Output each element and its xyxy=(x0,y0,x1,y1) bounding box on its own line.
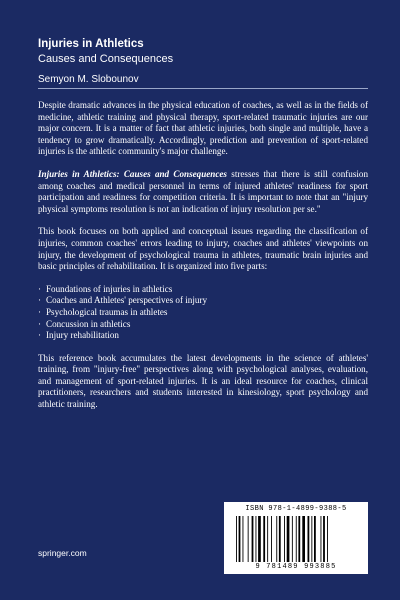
isbn-label: ISBN 978-1-4899-9388-5 xyxy=(245,505,347,513)
list-item-label: Injury rehabilitation xyxy=(46,330,119,341)
barcode-bar xyxy=(236,516,237,562)
list-item xyxy=(38,319,368,331)
description-paragraph-3: This book focuses on both applied and conceptual issues regarding the classification of injuries, common coaches' errors leading to injury, coaches and athletes' viewpoints on injury, the development of psychological trauma in athletes, traumatic brain injuries and basic principles of rehabilitation. It is organized into five parts: xyxy=(38,226,368,272)
book-author: Semyon M. Slobounov xyxy=(38,74,139,85)
barcode-bar xyxy=(327,516,328,562)
list-item-label: Concussion in athletics xyxy=(46,318,131,329)
bullet-icon: · xyxy=(38,330,42,341)
barcode-bar xyxy=(298,516,300,562)
list-item-label: Foundations of injuries in athletics xyxy=(46,283,173,294)
description-paragraph-2 xyxy=(38,169,368,215)
list-item-label: Coaches and Athletes' perspectives of injury xyxy=(46,295,207,306)
cover-header xyxy=(38,37,368,87)
book-title-emphasis: Injuries in Athletics: Causes and Consequences xyxy=(38,168,227,179)
barcode-bar xyxy=(256,516,257,562)
header-divider xyxy=(38,88,368,89)
barcode-bar xyxy=(252,516,254,562)
description-paragraph-1: Despite dramatic advances in the physical education of coaches, as well as in the fields of medicine, athletic training and physical therapy, sport-related traumatic injuries are our major concern. It is a matter of fact that athletic injuries, both single and multiple, have a tendency to grow dramatically. Accordingly, prediction and prevention of sport-related injuries is the athletic community's major challenge. xyxy=(38,100,368,157)
barcode-bar xyxy=(323,516,325,562)
barcode-bar xyxy=(263,516,265,562)
barcode-bar xyxy=(243,516,244,562)
barcode-bar xyxy=(258,516,261,562)
bullet-icon: · xyxy=(38,295,42,306)
description-paragraph-2-text: stresses that there is still confusion among coaches and medical personnel in terms of injured athletes' readiness for sport participation and readiness for competition criteria. It is important to note that an "injury physical symptoms resolution is not an indication of injury resolution per se." xyxy=(38,168,369,214)
barcode-digits: 9 781489 993885 xyxy=(255,563,337,571)
description xyxy=(38,100,368,422)
barcode-bar xyxy=(302,516,305,562)
bullet-icon: · xyxy=(38,306,42,317)
barcode-bar xyxy=(287,516,290,562)
barcode-bars xyxy=(236,516,356,562)
barcode-bar xyxy=(321,516,322,562)
parts-list xyxy=(38,284,368,342)
bullet-icon: · xyxy=(38,318,42,329)
barcode-bar xyxy=(284,516,285,562)
bullet-icon: · xyxy=(38,283,42,294)
description-paragraph-4: This reference book accumulates the latest developments in the science of athletes' training, from "injury-free" perspectives along with psychological analyses, evaluation, and management of sport-related injuries. It is an ideal resource for coaches, clinical practitioners, researchers and students interested in kinesiology, sport psychology and athletic training. xyxy=(38,352,368,410)
barcode-bar xyxy=(292,516,293,562)
book-title: Injuries in Athletics xyxy=(38,38,144,50)
barcode-bar xyxy=(248,516,249,562)
barcode-bar xyxy=(311,516,312,562)
barcode-bar xyxy=(279,516,281,562)
book-subtitle: Causes and Consequences xyxy=(38,53,174,65)
isbn-barcode xyxy=(224,502,368,574)
barcode-bar xyxy=(271,516,272,562)
barcode-bar xyxy=(239,516,241,562)
barcode-bar xyxy=(296,516,297,562)
barcode-bar xyxy=(314,516,316,562)
list-item xyxy=(38,307,368,319)
list-item xyxy=(38,284,368,296)
publisher-url: springer.com xyxy=(38,548,87,558)
barcode-bar xyxy=(267,516,268,562)
list-item-label: Psychological traumas in athletes xyxy=(46,306,168,317)
list-item xyxy=(38,295,368,307)
list-item xyxy=(38,330,368,342)
barcode-bar xyxy=(308,516,310,562)
barcode-bar xyxy=(276,516,277,562)
